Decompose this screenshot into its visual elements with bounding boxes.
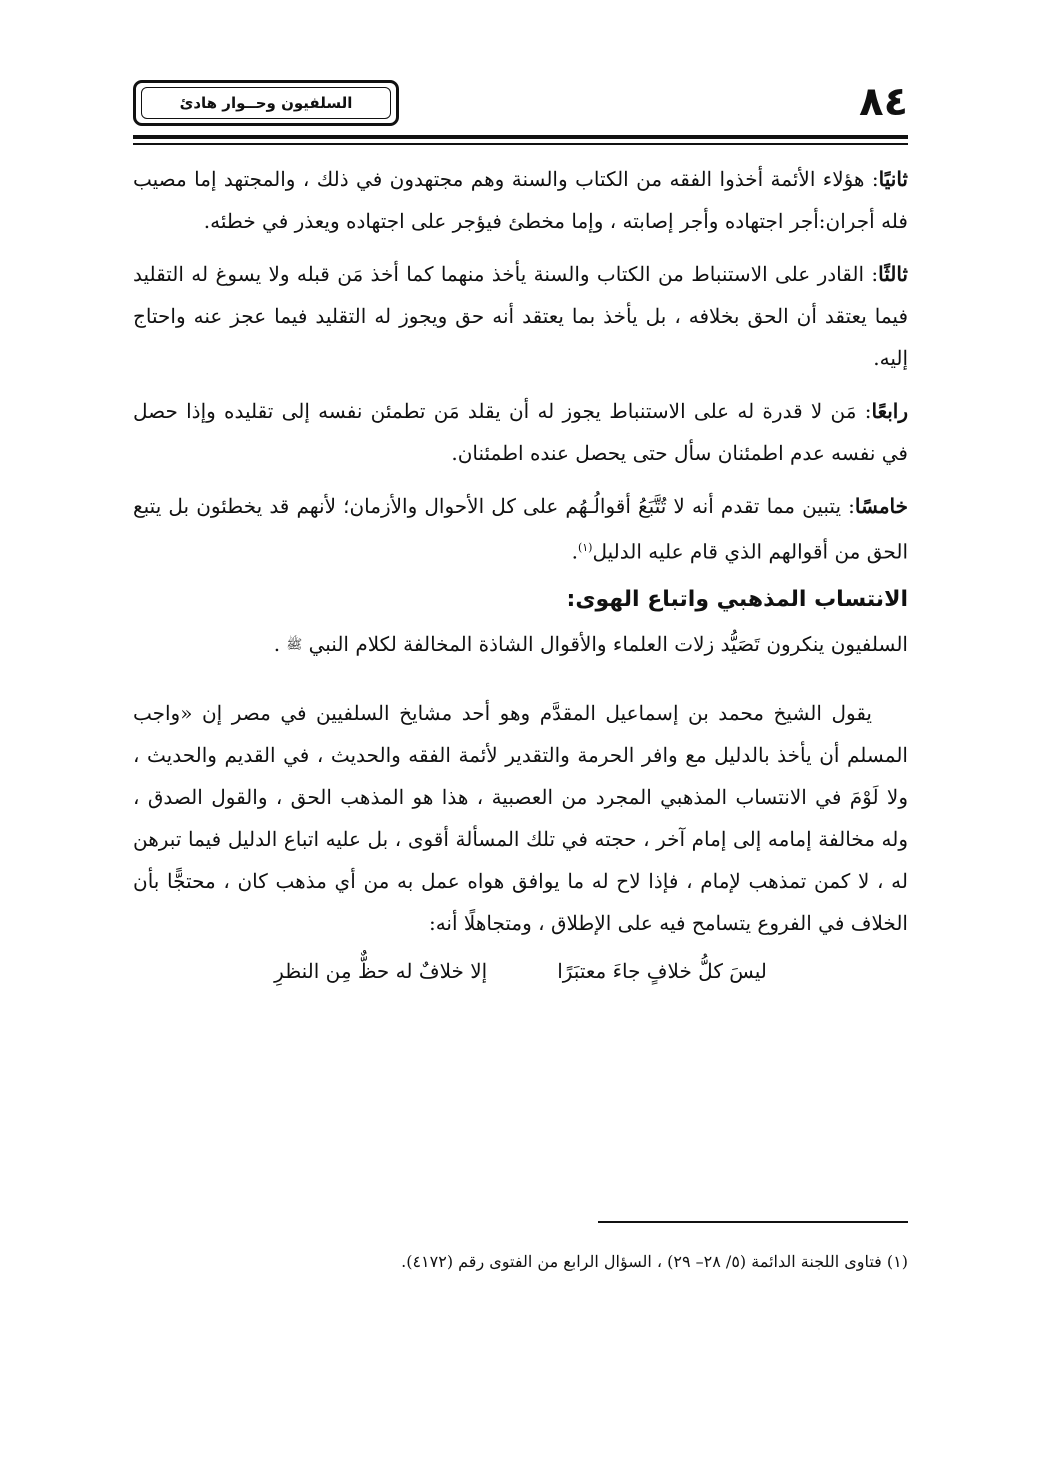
paragraph-text: : القادر على الاستنباط من الكتاب والسنة يأخذ منهما كما أخذ مَن قبله ولا يسوغ له التقليد فيما يعتقد أن الحق بخلافه ، بل يأخذ بما يعتقد أنه حق ويجوز له التقليد فيما عجز عنه واحتاج إليه. xyxy=(133,262,908,370)
header-rule-thin xyxy=(133,143,908,145)
honorific-icon: ﷺ xyxy=(286,637,303,653)
section-intro-text: السلفيون ينكرون تَصَيُّد زلات العلماء والأقوال الشاذة المخالفة لكلام النبي xyxy=(308,631,908,656)
page-number: ٨٤ xyxy=(859,79,908,125)
paragraph-lead: رابعًا xyxy=(871,399,908,423)
paragraph-second xyxy=(133,158,908,242)
footnote-text: (١) فتاوى اللجنة الدائمة (٥/ ٢٨– ٢٩) ، السؤال الرابع من الفتوى رقم (٤١٧٢). xyxy=(401,1252,908,1271)
running-header-title: السلفيون وحــوار هادئ xyxy=(141,87,391,119)
verse-second-hemistich: إلا خلافٌ له حظٌّ مِن النظرِ xyxy=(274,959,488,984)
footnote-reference[interactable]: (١) xyxy=(577,541,593,554)
paragraph-text: : يتبين مما تقدم أنه لا تُتَّبَعُ أقوالُـهُم على كل الأحوال والأزمان؛ لأنهم قد يخطئون بل يتبع الحق من أقوالهم الذي قام عليه الدليل xyxy=(133,494,908,564)
paragraph-end: . xyxy=(571,539,578,564)
main-text xyxy=(133,158,908,992)
section-intro-end: . xyxy=(273,631,287,656)
verse-first-hemistich: ليسَ كلُّ خلافٍ جاءَ معتبَرًا xyxy=(557,959,767,984)
section-intro xyxy=(133,623,908,667)
paragraph-lead: ثانيًا xyxy=(878,167,908,191)
paragraph-lead: خامسًا xyxy=(854,494,908,518)
header-rule-thick xyxy=(133,135,908,139)
paragraph-fourth xyxy=(133,390,908,474)
paragraph-text: : مَن لا قدرة له على الاستنباط يجوز له أن يقلد مَن تطمئن نفسه إلى تقليده وإذا حصل في نفسه عدم اطمئنان سأل حتى يحصل عنده اطمئنان. xyxy=(133,399,908,465)
quote-paragraph: يقول الشيخ محمد بن إسماعيل المقدَّم وهو أحد مشايخ السلفيين في مصر إن «واجب المسلم أن يأخذ بالدليل مع وافر الحرمة والتقدير لأئمة الفقه والحديث ، في القديم والحديث ، ولا لَوْمَ في الانتساب المذهبي المجرد من العصبية ، هذا هو المذهب الحق ، والقول الصدق ، وله مخالفة إمامه إلى إمام آخر ، حجته في تلك المسألة أقوى ، بل عليه اتباع الدليل فيما تبرهن له ، لا كمن تمذهب لإمام ، فإذا لاح له ما يوافق هواه عمل به من أي مذهب كان ، محتجًّا بأن الخلاف في الفروع يتسامح فيه على الإطلاق ، ومتجاهلًا أنه: xyxy=(133,701,908,936)
section-heading: الانتساب المذهبي واتباع الهوى: xyxy=(566,586,908,612)
paragraph-text: : هؤلاء الأئمة أخذوا الفقه من الكتاب والسنة وهم مجتهدون في ذلك ، والمجتهد إما مصيب فله أجران:أجر اجتهاده وأجر إصابته ، وإما مخطئ فيؤجر على اجتهاده ويعذر في خطئه. xyxy=(133,167,908,233)
footnote-separator xyxy=(598,1221,908,1223)
paragraph-fifth xyxy=(133,485,908,573)
running-header-box xyxy=(133,80,399,126)
paragraph-third xyxy=(133,253,908,379)
poetry-verse xyxy=(133,950,908,992)
paragraph-lead: ثالثًا xyxy=(878,262,908,286)
